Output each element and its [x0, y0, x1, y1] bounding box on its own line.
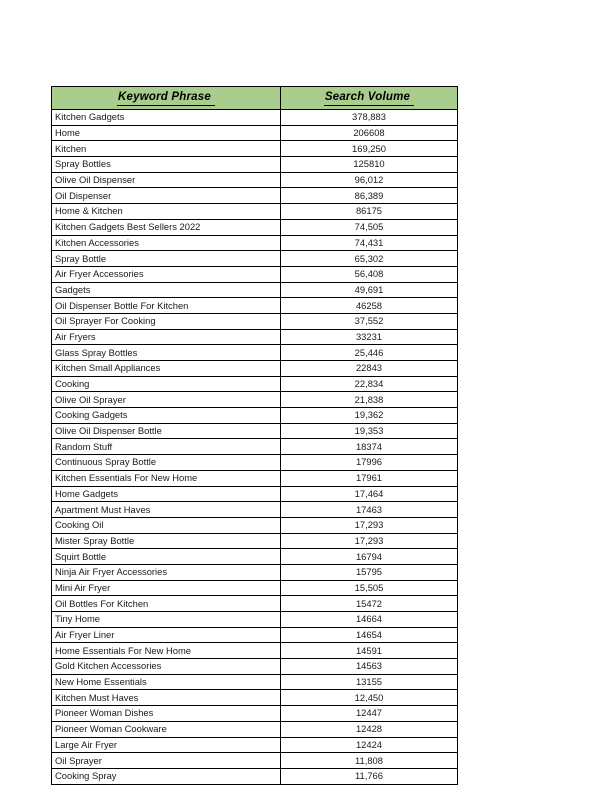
table-row [52, 110, 458, 126]
cell-keyword-phrase: Olive Oil Dispenser [52, 172, 281, 188]
cell-search-volume: 17,293 [281, 533, 458, 549]
cell-search-volume: 74,505 [281, 219, 458, 235]
cell-search-volume: 22843 [281, 361, 458, 377]
cell-keyword-phrase: Mister Spray Bottle [52, 533, 281, 549]
table-row [52, 721, 458, 737]
table-row [52, 533, 458, 549]
cell-keyword-phrase: Oil Sprayer For Cooking [52, 313, 281, 329]
cell-keyword-phrase: Kitchen Essentials For New Home [52, 470, 281, 486]
cell-keyword-phrase: Cooking Spray [52, 768, 281, 784]
cell-keyword-phrase: Air Fryers [52, 329, 281, 345]
cell-search-volume: 18374 [281, 439, 458, 455]
cell-keyword-phrase: Oil Bottles For Kitchen [52, 596, 281, 612]
cell-keyword-phrase: Cooking [52, 376, 281, 392]
cell-search-volume: 22,834 [281, 376, 458, 392]
table-row [52, 219, 458, 235]
cell-search-volume: 17,293 [281, 517, 458, 533]
table-row [52, 313, 458, 329]
table-row [52, 659, 458, 675]
table-row [52, 125, 458, 141]
cell-search-volume: 19,353 [281, 423, 458, 439]
cell-search-volume: 125810 [281, 157, 458, 173]
cell-search-volume: 17463 [281, 502, 458, 518]
cell-search-volume: 21,838 [281, 392, 458, 408]
cell-search-volume: 14664 [281, 612, 458, 628]
table-row [52, 596, 458, 612]
cell-keyword-phrase: Random Stuff [52, 439, 281, 455]
cell-search-volume: 15,505 [281, 580, 458, 596]
cell-keyword-phrase: Oil Sprayer [52, 753, 281, 769]
table-row [52, 408, 458, 424]
cell-search-volume: 17,464 [281, 486, 458, 502]
table-row [52, 470, 458, 486]
cell-keyword-phrase: Pioneer Woman Dishes [52, 706, 281, 722]
cell-keyword-phrase: Glass Spray Bottles [52, 345, 281, 361]
cell-keyword-phrase: Oil Dispenser [52, 188, 281, 204]
cell-keyword-phrase: Kitchen Gadgets Best Sellers 2022 [52, 219, 281, 235]
cell-keyword-phrase: Olive Oil Dispenser Bottle [52, 423, 281, 439]
table-row [52, 580, 458, 596]
cell-keyword-phrase: Kitchen Accessories [52, 235, 281, 251]
cell-search-volume: 25,446 [281, 345, 458, 361]
cell-keyword-phrase: New Home Essentials [52, 674, 281, 690]
cell-search-volume: 86,389 [281, 188, 458, 204]
cell-search-volume: 37,552 [281, 313, 458, 329]
table-row [52, 235, 458, 251]
cell-keyword-phrase: Continuous Spray Bottle [52, 455, 281, 471]
table-row [52, 251, 458, 267]
cell-keyword-phrase: Home Essentials For New Home [52, 643, 281, 659]
table-row [52, 674, 458, 690]
cell-search-volume: 15795 [281, 564, 458, 580]
table-row [52, 517, 458, 533]
cell-keyword-phrase: Kitchen [52, 141, 281, 157]
cell-keyword-phrase: Air Fryer Liner [52, 627, 281, 643]
cell-keyword-phrase: Home & Kitchen [52, 204, 281, 220]
table-row [52, 329, 458, 345]
table-row [52, 376, 458, 392]
cell-keyword-phrase: Home Gadgets [52, 486, 281, 502]
table-row [52, 298, 458, 314]
table-header-row [52, 87, 458, 110]
table-row [52, 188, 458, 204]
table-row [52, 439, 458, 455]
cell-keyword-phrase: Olive Oil Sprayer [52, 392, 281, 408]
keyword-search-volume-table [51, 86, 458, 785]
cell-search-volume: 65,302 [281, 251, 458, 267]
cell-search-volume: 17996 [281, 455, 458, 471]
cell-keyword-phrase: Kitchen Small Appliances [52, 361, 281, 377]
keyword-table-container [51, 86, 457, 785]
cell-search-volume: 49,691 [281, 282, 458, 298]
cell-keyword-phrase: Kitchen Must Haves [52, 690, 281, 706]
cell-search-volume: 96,012 [281, 172, 458, 188]
table-row [52, 172, 458, 188]
table-row [52, 690, 458, 706]
cell-keyword-phrase: Home [52, 125, 281, 141]
cell-search-volume: 169,250 [281, 141, 458, 157]
cell-search-volume: 74,431 [281, 235, 458, 251]
cell-keyword-phrase: Gadgets [52, 282, 281, 298]
cell-keyword-phrase: Gold Kitchen Accessories [52, 659, 281, 675]
cell-keyword-phrase: Squirt Bottle [52, 549, 281, 565]
cell-keyword-phrase: Cooking Gadgets [52, 408, 281, 424]
table-row [52, 768, 458, 784]
cell-search-volume: 13155 [281, 674, 458, 690]
cell-search-volume: 15472 [281, 596, 458, 612]
cell-search-volume: 206608 [281, 125, 458, 141]
table-row [52, 204, 458, 220]
cell-search-volume: 14563 [281, 659, 458, 675]
table-row [52, 549, 458, 565]
table-row [52, 564, 458, 580]
cell-keyword-phrase: Pioneer Woman Cookware [52, 721, 281, 737]
table-row [52, 753, 458, 769]
cell-search-volume: 19,362 [281, 408, 458, 424]
table-row [52, 643, 458, 659]
cell-search-volume: 12428 [281, 721, 458, 737]
table-row [52, 423, 458, 439]
cell-keyword-phrase: Spray Bottles [52, 157, 281, 173]
table-row [52, 612, 458, 628]
table-row [52, 455, 458, 471]
table-row [52, 266, 458, 282]
cell-keyword-phrase: Large Air Fryer [52, 737, 281, 753]
column-header-keyword-phrase-label: Keyword Phrase [117, 91, 215, 106]
table-row [52, 345, 458, 361]
cell-search-volume: 33231 [281, 329, 458, 345]
cell-keyword-phrase: Mini Air Fryer [52, 580, 281, 596]
cell-keyword-phrase: Spray Bottle [52, 251, 281, 267]
table-row [52, 157, 458, 173]
cell-search-volume: 17961 [281, 470, 458, 486]
column-header-search-volume-label: Search Volume [324, 91, 414, 106]
table-row [52, 282, 458, 298]
table-row [52, 737, 458, 753]
table-row [52, 361, 458, 377]
cell-keyword-phrase: Ninja Air Fryer Accessories [52, 564, 281, 580]
table-row [52, 141, 458, 157]
cell-search-volume: 14654 [281, 627, 458, 643]
cell-search-volume: 12,450 [281, 690, 458, 706]
cell-search-volume: 12424 [281, 737, 458, 753]
cell-keyword-phrase: Air Fryer Accessories [52, 266, 281, 282]
cell-search-volume: 86175 [281, 204, 458, 220]
column-header-keyword-phrase [52, 87, 281, 110]
cell-search-volume: 11,766 [281, 768, 458, 784]
table-row [52, 392, 458, 408]
table-body [52, 110, 458, 785]
table-row [52, 706, 458, 722]
cell-search-volume: 11,808 [281, 753, 458, 769]
cell-search-volume: 378,883 [281, 110, 458, 126]
column-header-search-volume [281, 87, 458, 110]
cell-keyword-phrase: Kitchen Gadgets [52, 110, 281, 126]
cell-keyword-phrase: Oil Dispenser Bottle For Kitchen [52, 298, 281, 314]
cell-keyword-phrase: Tiny Home [52, 612, 281, 628]
table-row [52, 627, 458, 643]
table-row [52, 502, 458, 518]
cell-keyword-phrase: Cooking Oil [52, 517, 281, 533]
cell-keyword-phrase: Apartment Must Haves [52, 502, 281, 518]
cell-search-volume: 14591 [281, 643, 458, 659]
table-header [52, 87, 458, 110]
cell-search-volume: 46258 [281, 298, 458, 314]
cell-search-volume: 12447 [281, 706, 458, 722]
cell-search-volume: 16794 [281, 549, 458, 565]
cell-search-volume: 56,408 [281, 266, 458, 282]
table-row [52, 486, 458, 502]
